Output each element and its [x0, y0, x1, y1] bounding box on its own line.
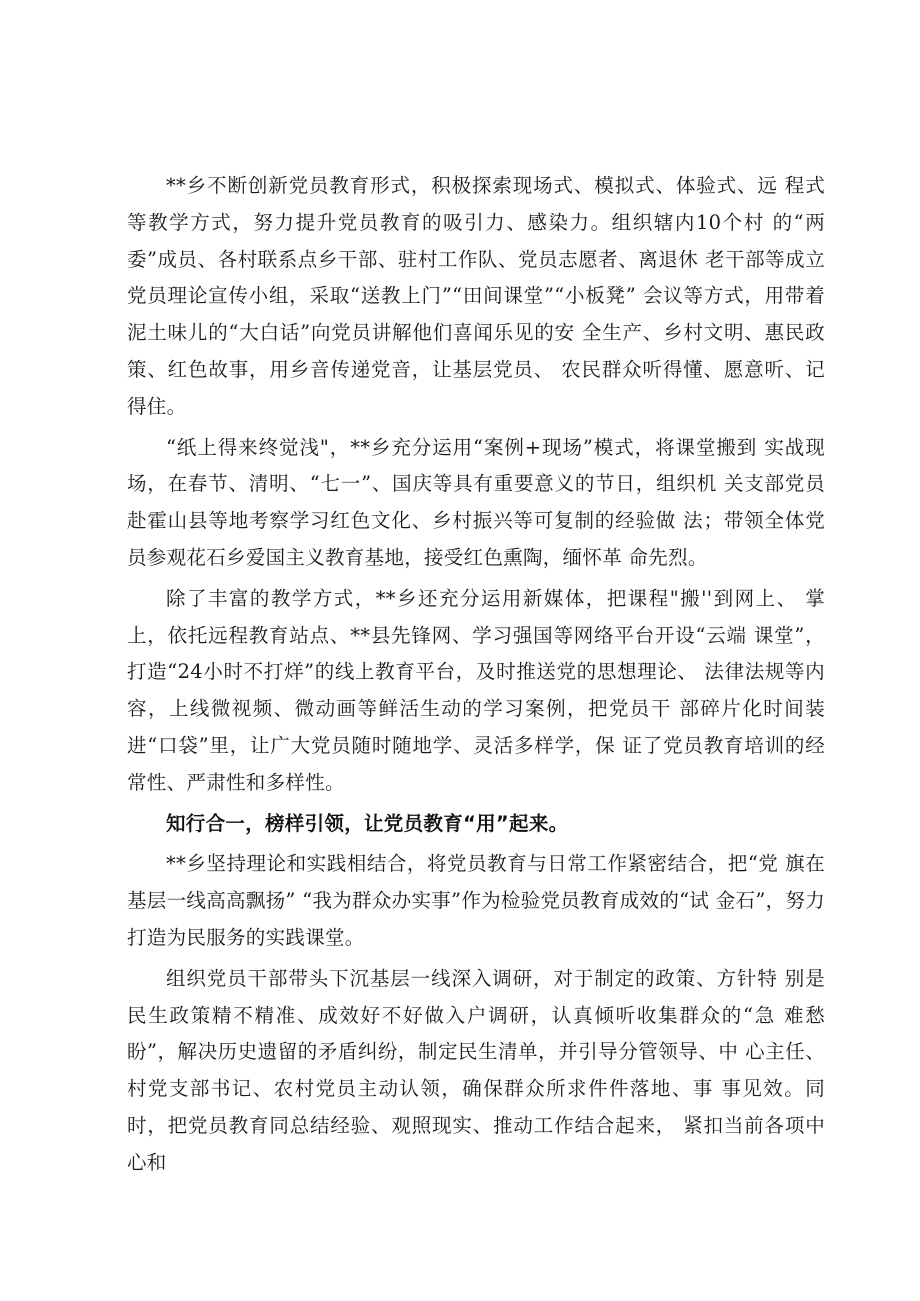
document-body — [127, 168, 825, 1186]
paragraph-grassroots-research: 组织党员干部带头下沉基层一线深入调研，对于制定的政策、方针特 别是民生政策精不精准、成效好不好做入户调研，认真倾听收集群众的“急 难愁盼”，解决历史遗留的矛盾纠纷，制定民生清单，并引导分管领导、中 心主任、村党支部书记、农村党员主动认领，确保群众所求件件落地、事 事见效。同时，把党员教育同总结经验、观照现实、推动工作结合起来， 紧扣当前各项中心和 — [127, 966, 825, 1174]
paragraph-teaching-forms: **乡不断创新党员教育形式，积极探索现场式、模拟式、体验式、远 程式等教学方式，努力提升党员教育的吸引力、感染力。组织辖内10个村 的“两委”成员、各村联系点乡干部、驻村工作队、党员志愿者、离退休 老干部等成立党员理论宣传小组，采取“送教上门”“田间课堂”“小板凳” 会议等方式，用带着泥土味儿的“大白话”向党员讲解他们喜闻乐见的安 全生产、乡村文明、惠民政策、红色故事，用乡音传递党音，让基层党员、 农民群众听得懂、愿意听、记得住。 — [127, 174, 825, 418]
paragraph-theory-practice: **乡坚持理论和实践相结合，将党员教育与日常工作紧密结合，把“党 旗在基层一线高高飘扬” “我为群众办实事”作为检验党员教育成效的“试 金石”，努力打造为民服务的实践课堂。 — [127, 852, 825, 949]
section-heading: 知行合一，榜样引领，让党员教育“用”起来。 — [166, 811, 569, 835]
paragraph-field-practice: “纸上得来终觉浅"，**乡充分运用“案例+现场”模式，将课堂搬到 实战现场，在春节、清明、“七一”、国庆等具有重要意义的节日，组织机 关支部党员赴霍山县等地考察学习红色文化、乡村振兴等可复制的经验做 法；带领全体党员参观花石乡爱国主义教育基地，接受红色熏陶，缅怀革 命先烈。 — [127, 435, 825, 569]
paragraph-new-media: 除了丰富的教学方式，**乡还充分运用新媒体，把课程"搬''到网上、 掌上，依托远程教育站点、**县先锋网、学习强国等网络平台开设“云端 课堂”，打造“24小时不打烊”的线上教育平台，及时推送党的思想理论、 法律法规等内容，上线微视频、微动画等鲜活生动的学习案例，把党员干 部碎片化时间装进“口袋”里，让广大党员随时随地学、灵活多样学，保 证了党员教育培训的经常性、严肃性和多样性。 — [127, 586, 825, 794]
